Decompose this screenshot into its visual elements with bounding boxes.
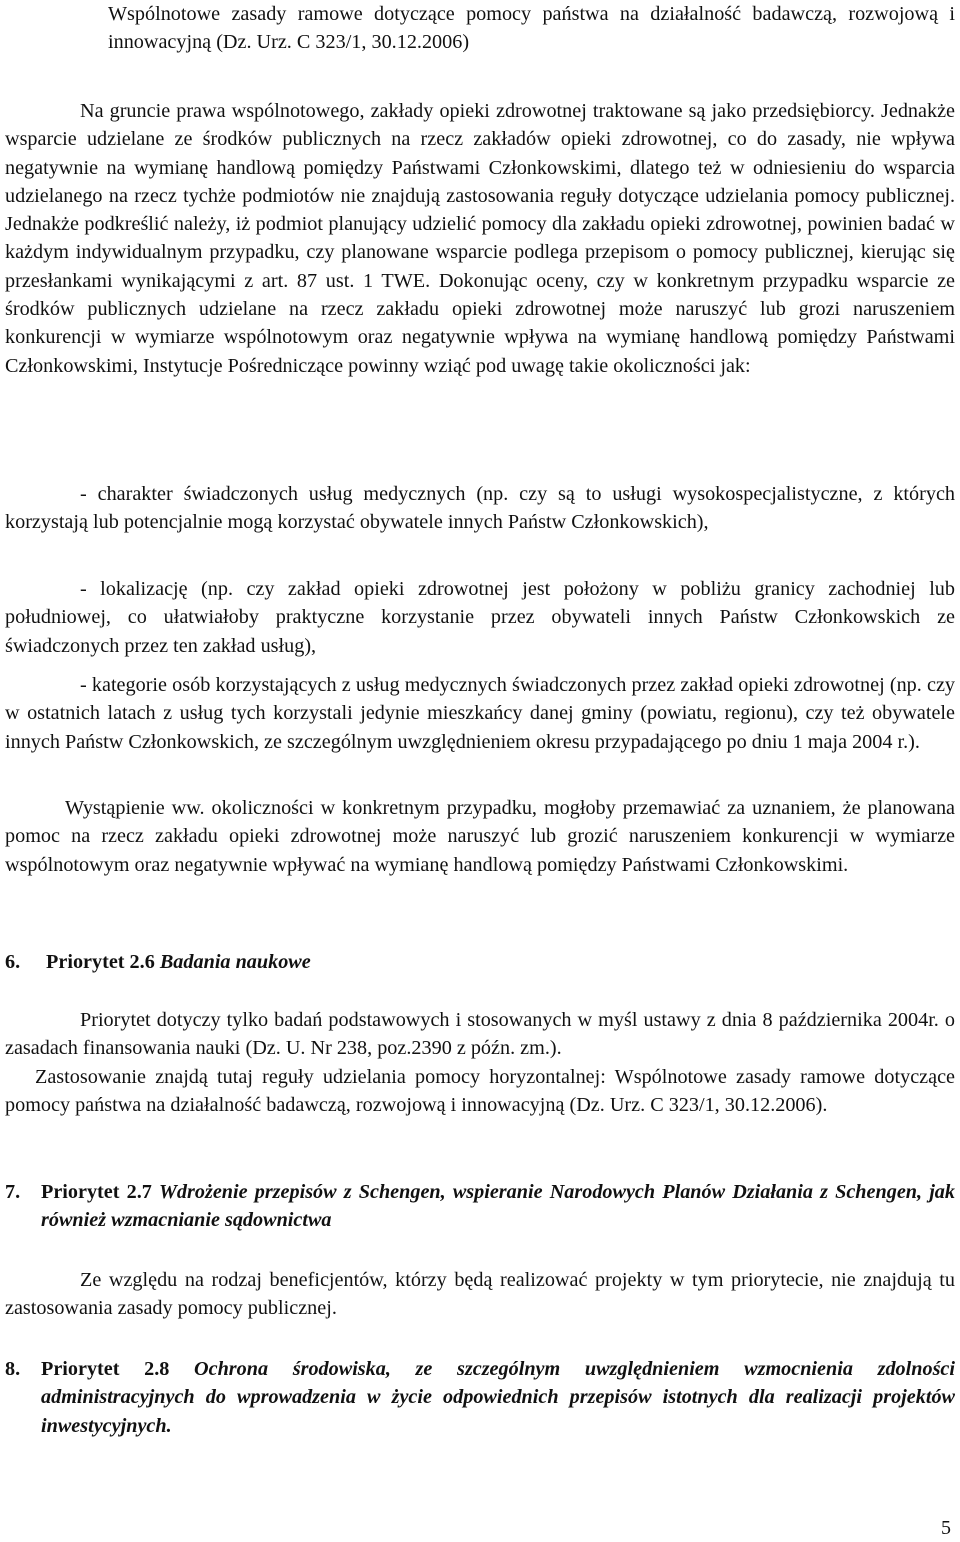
bullet-text: Wspólnotowe zasady ramowe dotyczące pomocy państwa na działalność badawczą, rozwojową i innowacyjną (Dz. Urz. C 323/1, 30.12.2006) <box>108 3 955 54</box>
heading-priority-2-7 <box>5 1178 955 1235</box>
heading-number: 8. <box>5 1358 21 1380</box>
heading-title: Wdrożenie przepisów z Schengen, wspieranie Narodowych Planów Działania z Schengen, jak również wzmacnianie sądownictwa <box>41 1181 955 1232</box>
paragraph-p6-a: Priorytet dotyczy tylko badań podstawowych i stosowanych w myśl ustawy z dnia 8 października 2004r. o zasadach finansowania nauki (Dz. U. Nr 238, poz.2390 z późn. zm.). <box>5 1009 955 1060</box>
heading-number: 7. <box>5 1181 21 1203</box>
heading-number: 6. <box>5 951 21 973</box>
paragraph-healthcare: Na gruncie prawa wspólnotowego, zakłady opieki zdrowotnej traktowane są jako przedsiębiorcy. Jednakże wsparcie udzielane ze środków publicznych na rzecz zakładów opieki zdrowotnej, co do zasady, nie wpływa negatywnie na wymianę handlową pomiędzy Państwami Członkowskimi, dlatego też w odniesieniu do wsparcia udzielanego na rzecz tychże podmiotów nie znajdują zastosowania reguły dotyczące udzielania pomocy publicznej. Jednakże podkreślić należy, iż podmiot planujący udzielić pomocy dla zakładu opieki zdrowotnej, powinien badać w każdym indywidualnym przypadku, czy planowane wsparcie podlega przepisom o pomocy publicznej, kierując się przesłankami wynikającymi z art. 87 ust. 1 TWE. Dokonując oceny, czy w konkretnym przypadku wsparcie ze środków publicznych udzielane na rzecz zakładu opieki zdrowotnej może naruszyć lub grozi naruszeniem konkurencji w wymiarze wspólnotowym oraz negatywnie wpływa na wymianę handlową pomiędzy Państwami Członkowskimi, Instytucje Pośredniczące powinny wziąć pod uwagę takie okoliczności jak: <box>5 100 955 377</box>
paragraph-p6-b: Zastosowanie znajdą tutaj reguły udzielania pomocy horyzontalnej: Wspólnotowe zasady ramowe dotyczące pomocy państwa na działalność badawczą, rozwojową i innowacyjną (Dz. Urz. C 323/1, 30.12.2006). <box>5 1066 955 1117</box>
heading-title: Badania naukowe <box>159 951 311 973</box>
paragraph-p7: Ze względu na rodzaj beneficjentów, którzy będą realizować projekty w tym priorytecie, nie znajdują tu zastosowania zasady pomocy publicznej. <box>5 1269 955 1320</box>
heading-label: Priorytet 2.6 <box>46 951 155 973</box>
heading-priority-2-6 <box>5 948 955 976</box>
paragraph-circumstances: Wystąpienie ww. okoliczności w konkretnym przypadku, mogłoby przemawiać za uznaniem, że planowana pomoc na rzecz zakładu opieki zdrowotnej może naruszyć lub grozić naruszeniem konkurencji w wymiarze wspólnotowym oraz negatywnie wpływać na wymianę handlową pomiędzy Państwami Członkowskimi. <box>5 797 955 876</box>
heading-title: Ochrona środowiska, ze szczególnym uwzględnieniem wzmocnienia zdolności administracyjnych do wprowadzenia w życie odpowiednich przepisów istotnych dla realizacji projektów inwestycyjnych. <box>41 1358 955 1437</box>
document-page <box>5 0 955 1537</box>
heading-priority-2-8 <box>5 1355 955 1440</box>
heading-label: Priorytet 2.8 <box>41 1358 170 1380</box>
page-number: 5 <box>941 1517 951 1539</box>
heading-label: Priorytet 2.7 <box>41 1181 152 1203</box>
dash-item-categories: - kategorie osób korzystających z usług medycznych świadczonych przez zakład opieki zdrowotnej (np. czy w ostatnich latach z usług tych korzystali jedynie mieszkańcy danej gminy (powiatu, regionu), czy też obywatele innych Państw Członkowskich, ze szczególnym uwzględnieniem okresu przypadającego po dniu 1 maja 2004 r.). <box>5 674 955 753</box>
dash-item-location: - lokalizację (np. czy zakład opieki zdrowotnej jest położony w pobliżu granicy zachodniej lub południowej, co ułatwiałoby praktyczne korzystanie przez obywateli innych Państw Członkowskich ze świadczonych przez ten zakład usług), <box>5 578 955 657</box>
dash-item-services: - charakter świadczonych usług medycznych (np. czy są to usługi wysokospecjalistyczne, z których korzystają lub potencjalnie mogą korzystać obywatele innych Państw Członkowskich), <box>5 483 955 534</box>
bullet-list-item <box>5 0 955 57</box>
